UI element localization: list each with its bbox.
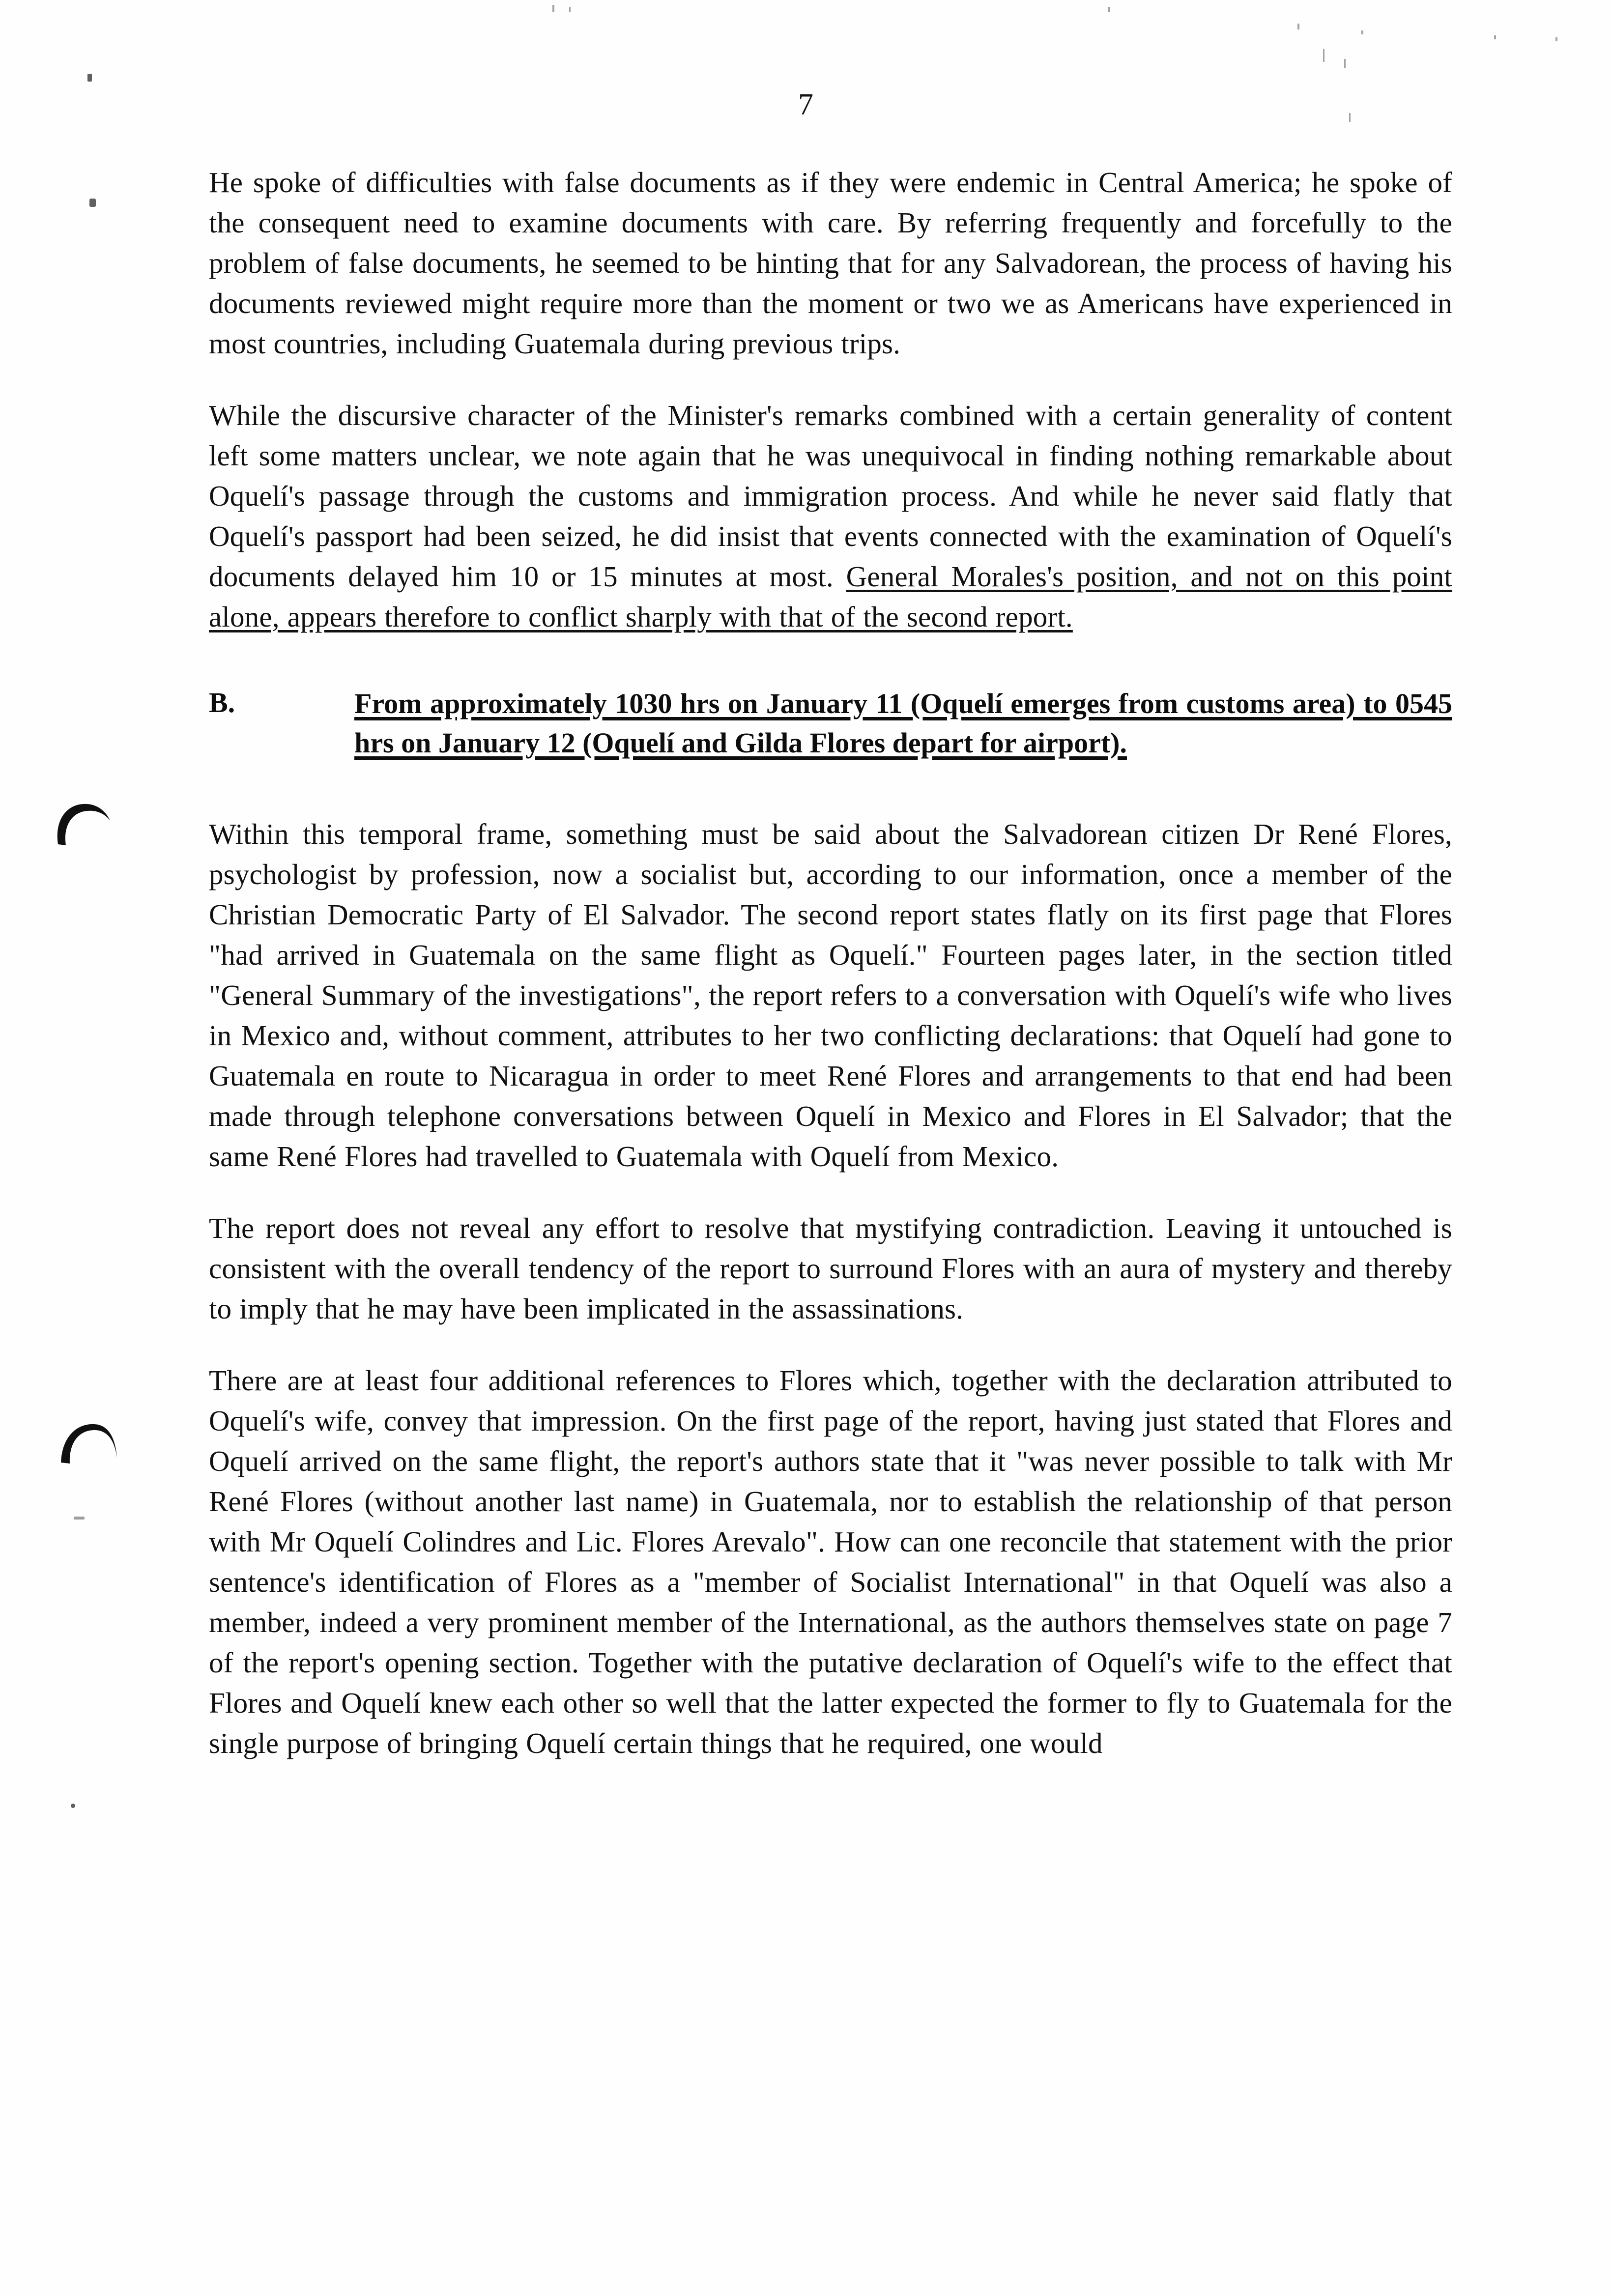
scan-speck [1344, 59, 1346, 68]
scan-speck [1361, 30, 1363, 34]
section-heading-b [209, 684, 1452, 763]
scan-speck [1108, 7, 1110, 12]
scan-speck [1297, 24, 1299, 29]
scan-speck [87, 74, 92, 82]
paragraph-1: He spoke of difficulties with false documents as if they were endemic in Central America; he spoke of the consequent need to examine documents with care. By referring frequently and forcefully to the problem of false documents, he seemed to be hinting that for any Salvadorean, the process of having his documents reviewed might require more than the moment or two we as Americans have experienced in most countries, including Guatemala during previous trips. [209, 166, 1452, 360]
scan-speck [1555, 37, 1557, 41]
paragraph-4: The report does not reveal any effort to resolve that mystifying contradiction. Leaving it untouched is consistent with the overall tendency of the report to surround Flores with an aura of mystery and thereby to imply that he may have been implicated in the assassinations. [209, 1212, 1452, 1325]
scan-speck [74, 1517, 85, 1520]
scan-speck [1494, 35, 1496, 39]
page-number: 7 [798, 88, 814, 121]
text-column [209, 162, 1452, 1763]
paragraph-3: Within this temporal frame, something must be said about the Salvadorean citizen Dr René Flores, psychologist by profession, now a socialist but, according to our information, once a member of the Christian Democratic Party of El Salvador. The second report states flatly on its first page that Flores "had arrived in Guatemala on the same flight as Oquelí." Fourteen pages later, in the section titled "General Summary of the investigations", the report refers to a conversation with Oquelí's wife who lives in Mexico and, without comment, attributes to her two conflicting declarations: that Oquelí had gone to Guatemala en route to Nicaragua in order to meet René Flores and arrangements to that end had been made through telephone conversations between Oquelí in Mexico and Flores in El Salvador; that the same René Flores had travelled to Guatemala with Oquelí from Mexico. [209, 818, 1452, 1173]
margin-arc-mark-upper [49, 786, 128, 855]
section-title: From approximately 1030 hrs on January 11 (Oquelí emerges from customs area) to 0545 hrs on January 12 (Oquelí and Gilda Flores depart for airport). [354, 688, 1452, 759]
scan-speck [569, 7, 571, 12]
scan-speck [552, 5, 554, 12]
paragraph-2 [209, 395, 1452, 637]
section-letter: B. [209, 687, 235, 718]
scan-speck [1323, 49, 1324, 62]
scan-speck [71, 1804, 75, 1808]
paragraph-2-underlined: General Morales's position, and not on this point alone, appears therefore to conflict sharply with that of the second report. [209, 560, 1452, 633]
margin-arc-mark-lower [55, 1415, 134, 1469]
paragraph-5: There are at least four additional references to Flores which, together with the declaration attributed to Oquelí's wife, convey that impression. On the first page of the report, having just stated that Flores and Oquelí arrived on the same flight, the report's authors state that it "was never possible to talk with Mr René Flores (without another last name) in Guatemala, nor to establish the relationship of that person with Mr Oquelí Colindres and Lic. Flores Arevalo". How can one reconcile that statement with the prior sentence's identification of Flores as a "member of Socialist International" in that Oquelí was also a member, indeed a very prominent member of the International, as the authors themselves state on page 7 of the report's opening section. Together with the putative declaration of Oquelí's wife to the effect that Flores and Oquelí knew each other so well that the latter expected the former to fly to Guatemala for the single purpose of bringing Oquelí certain things that he required, one would [209, 1364, 1452, 1759]
scan-speck [89, 199, 96, 207]
paragraph-2-plain: While the discursive character of the Minister's remarks combined with a certain generality of content left some matters unclear, we note again that he was unequivocal in finding nothing remarkable about Oquelí's passage through the customs and immigration process. And while he never said flatly that Oquelí's passport had been seized, he did insist that events connected with the examination of Oquelí's documents delayed him 10 or 15 minutes at most. [209, 399, 1452, 593]
